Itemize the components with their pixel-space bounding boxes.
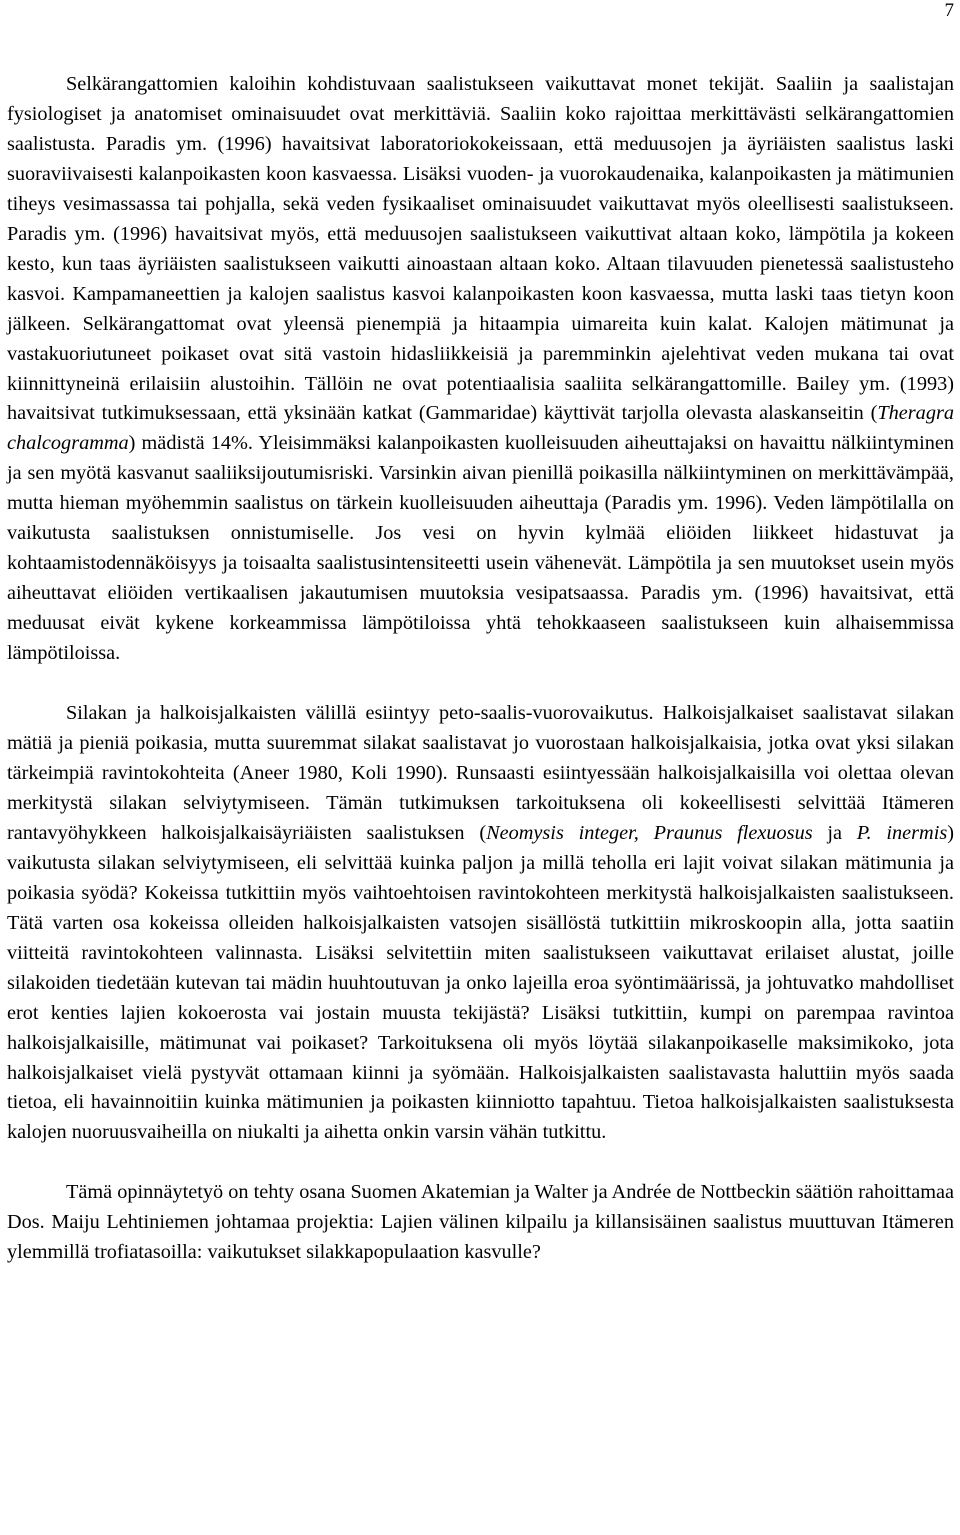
species-name-italic: Neomysis integer, Praunus flexuosus xyxy=(486,821,813,844)
paragraph-predation-factors xyxy=(7,70,954,669)
species-name-italic: P. inermis xyxy=(856,821,948,844)
text-run: ) mädistä 14%. Yleisimmäksi kalanpoikasten kuolleisuuden aiheuttajaksi on havaittu nälkiintyminen ja sen myötä kasvanut saaliiksijoutumisriski. Varsinkin aivan pienillä poikasilla nälkiintyminen on merkittävämpää, mutta hieman myöhemmin saalistus on tärkein kuolleisuuden aiheuttaja (Paradis ym. 1996). Veden lämpötilalla on vaikutusta saalistuksen onnistumiselle. Jos vesi on hyvin kylmää eliöiden liikkeet hidastuvat ja kohtaamistodennäköisyys ja toisaalta saalistusintensiteetti usein vähenevät. Lämpötila ja sen muutokset usein myös aiheuttavat eliöiden vertikaalisen jakautumisen muutoksia vesipatsaassa. Paradis ym. (1996) havaitsivat, että meduusat eivät kykene korkeammissa lämpötiloissa yhtä tehokkaaseen saalistukseen kuin alhaisemmissa lämpötiloissa. xyxy=(7,432,954,665)
text-run: ) vaikutusta silakan selviytymiseen, eli selvittää kuinka paljon ja millä teholla eri lajit voivat silakan mätimunia ja poikasia syödä? Kokeissa tutkittiin myös vaihtoehtoisen ravintokohteen merkitystä halkoisjalkaisten saalistukseen. Tätä varten osa kokeissa olleiden halkoisjalkaisten vatsojen sisällöstä tutkittiin mikroskoopin alla, jotta saatiin viitteitä ravintokohteen valinnasta. Lisäksi selvitettiin miten saalistukseen vaikuttavat erilaiset alustat, joille silakoiden tiedetään kutevan tai mädin huuhtoutuvan ja onko lajeilla eroa syöntimäärissä, ja johtuvatko mahdolliset erot kenties lajien kokoerosta vai jostain muusta tekijästä? Lisäksi tutkittiin, kumpi on parempaa ravintoa halkoisjalkaisille, mätimunat vai poikaset? Tarkoituksena oli myös löytää silakanpoikaselle maksimikoko, jota halkoisjalkaiset vielä pystyvät ottamaan kiinni ja syömään. Halkoisjalkaisten saalistavasta haluttiin myös saada tietoa, eli havainnoitiin kuinka mätimunien ja poikasten kiinniotto tapahtuu. Tietoa halkoisjalkaisten saalistuksesta kalojen nuoruusvaiheilla on niukalti ja aihetta onkin varsin vähän tutkittu. xyxy=(7,821,954,1144)
species-name-italic: Theragra chalcogramma xyxy=(7,402,954,455)
text-run: Silakan ja halkoisjalkaisten välillä esiintyy peto-saalis-vuorovaikutus. Halkoisjalkaiset saalistavat silakan mätiä ja pieniä poikasia, mutta suuremmat silakat saalistavat jo vuorostaan halkoisjalkaisia, jotka ovat yksi silakan tärkeimpiä ravintokohteita (Aneer 1980, Koli 1990). Runsaasti esiintyessään halkoisjalkaisilla voi olettaa olevan merkitystä silakan selviytymiseen. Tämän tutkimuksen tarkoituksena oli kokeellisesti selvittää Itämeren rantavyöhykkeen halkoisjalkaisäyriäisten saalistuksen ( xyxy=(7,702,954,844)
paragraph-funding xyxy=(7,1178,954,1268)
text-run: Tämä opinnäytetyö on tehty osana Suomen Akatemian ja Walter ja Andrée de Nottbeckin säätiön rahoittamaa Dos. Maiju Lehtiniemen johtamaa projektia: Lajien välinen kilpailu ja killansisäinen saalistus muuttuvan Itämeren ylemmillä trofiatasoilla: vaikutukset silakkapopulaation kasvulle? xyxy=(7,1181,954,1264)
paragraph-study-aims xyxy=(7,699,954,1148)
document-body xyxy=(7,70,954,1268)
text-run: Selkärangattomien kaloihin kohdistuvaan saalistukseen vaikuttavat monet tekijät. Saaliin ja saalistajan fysiologiset ja anatomiset ominaisuudet ovat merkittäviä. Saaliin koko rajoittaa merkittävästi selkärangattomien saalistusta. Paradis ym. (1996) havaitsivat laboratoriokokeissaan, että meduusojen ja äyriäisten saalistus laski suoraviivaisesti kalanpoikasten koon kasvaessa. Lisäksi vuoden- ja vuorokaudenaika, kalanpoikasten ja mätimunien tiheys vesimassassa tai pohjalla, sekä veden fysikaaliset ominaisuudet vaikuttavat myös oleellisesti saalistukseen. Paradis ym. (1996) havaitsivat myös, että meduusojen saalistukseen vaikuttivat altaan koko, lämpötila ja kokeen kesto, kun taas äyriäisten saalistukseen vaikutti ainoastaan altaan koko. Altaan tilavuuden pienetessä saalistusteho kasvoi. Kampamaneettien ja kalojen saalistus kasvoi kalanpoikasten koon kasvaessa, mutta laski taas tietyn koon jälkeen. Selkärangattomat ovat yleensä pienempiä ja hitaampia uimareita kuin kalat. Kalojen mätimunat ja vastakuoriutuneet poikaset ovat sitä vastoin hidasliikkeisiä ja paremminkin ajelehtivat veden mukana tai ovat kiinnittyneinä erilaisiin alustoihin. Tällöin ne ovat potentiaalisia saaliita selkärangattomille. Bailey ym. (1993) havaitsivat tutkimuksessaan, että yksinään katkat (Gammaridae) käyttivät tarjolla olevasta alaskanseitin ( xyxy=(7,73,954,425)
page-number: 7 xyxy=(944,0,954,21)
text-run: ja xyxy=(812,821,857,844)
